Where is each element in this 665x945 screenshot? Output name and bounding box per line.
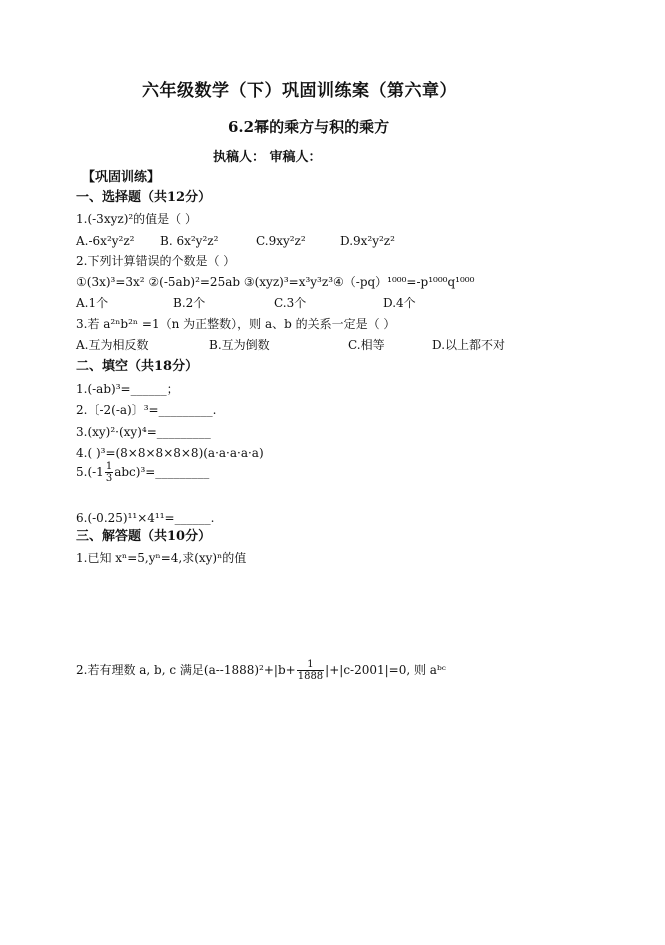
- question-1-1: 1.(-3xyz)²的值是（ ）: [76, 212, 197, 226]
- question-3-1: 1.已知 xⁿ=5,yⁿ=4,求(xy)ⁿ的值: [76, 551, 247, 565]
- option-c: C.9xy²z²: [256, 234, 306, 248]
- option-a: A.互为相反数: [76, 338, 149, 352]
- option-b: B. 6x²y²z²: [160, 234, 219, 248]
- question-3-2-prefix: 2.若有理数 a, b, c 满足(a--1888)²+|b+: [76, 663, 296, 677]
- question-1-3: 3.若 a²ⁿb²ⁿ =1（n 为正整数），则 a、b 的关系一定是（ ）: [76, 317, 396, 331]
- fraction-denominator: 1888: [297, 671, 324, 682]
- option-a: A.-6x²y²z²: [76, 234, 135, 248]
- option-c: C.相等: [348, 338, 385, 352]
- page-title: 六年级数学（下）巩固训练案（第六章）: [142, 81, 457, 101]
- section-label: 【巩固训练】: [82, 170, 161, 185]
- question-1-1-options: [76, 233, 636, 249]
- fraction-one-third: [105, 461, 113, 484]
- fraction-numerator: 1: [297, 659, 324, 671]
- question-2-2: 2.〔-2(-a)〕³=_________.: [76, 403, 217, 417]
- question-1-2-options: [76, 295, 636, 311]
- question-1-2: 2.下列计算错误的个数是（ ）: [76, 254, 236, 268]
- option-d: D.以上都不对: [432, 338, 506, 352]
- question-2-1: 1.(-ab)³=______；: [76, 382, 179, 396]
- question-2-3: 3.(xy)²·(xy)⁴=_________: [76, 425, 211, 439]
- part2-heading: 二、填空（共18分）: [76, 359, 199, 374]
- option-a: A.1个: [76, 296, 109, 310]
- option-b: B.互为倒数: [209, 338, 270, 352]
- question-2-5-prefix: 5.(-1: [76, 465, 104, 479]
- question-3-2: [76, 658, 446, 682]
- option-d: D.4个: [383, 296, 416, 310]
- question-3-2-suffix: |+|c-2001|=0, 则 aᵇᶜ: [325, 663, 446, 677]
- question-2-6: 6.(-0.25)¹¹×4¹¹=______.: [76, 511, 215, 525]
- fraction-one-over-1888: [297, 659, 324, 682]
- question-2-4: 4.( )³=(8×8×8×8×8)(a·a·a·a·a): [76, 446, 264, 460]
- option-b: B.2个: [173, 296, 206, 310]
- option-c: C.3个: [274, 296, 307, 310]
- question-1-2-items: ①(3x)³=3x² ②(-5ab)²=25ab ③(xyz)³=x³y³z³④（-pq）¹⁰⁰⁰=-p¹⁰⁰⁰q¹⁰⁰⁰: [76, 275, 475, 289]
- part3-heading: 三、解答题（共10分）: [76, 529, 212, 544]
- question-2-5: [76, 460, 209, 484]
- question-1-3-options: [76, 337, 636, 353]
- fraction-numerator: 1: [105, 461, 113, 472]
- page-subtitle: 6.2幂的乘方与积的乘方: [228, 118, 390, 136]
- question-2-5-suffix: abc)³=_________: [114, 465, 210, 479]
- fraction-denominator: 3: [105, 473, 113, 484]
- option-d: D.9x²y²z²: [340, 234, 395, 248]
- part1-heading: 一、选择题（共12分）: [76, 190, 212, 205]
- author-line: 执稿人： 审稿人：: [213, 150, 322, 165]
